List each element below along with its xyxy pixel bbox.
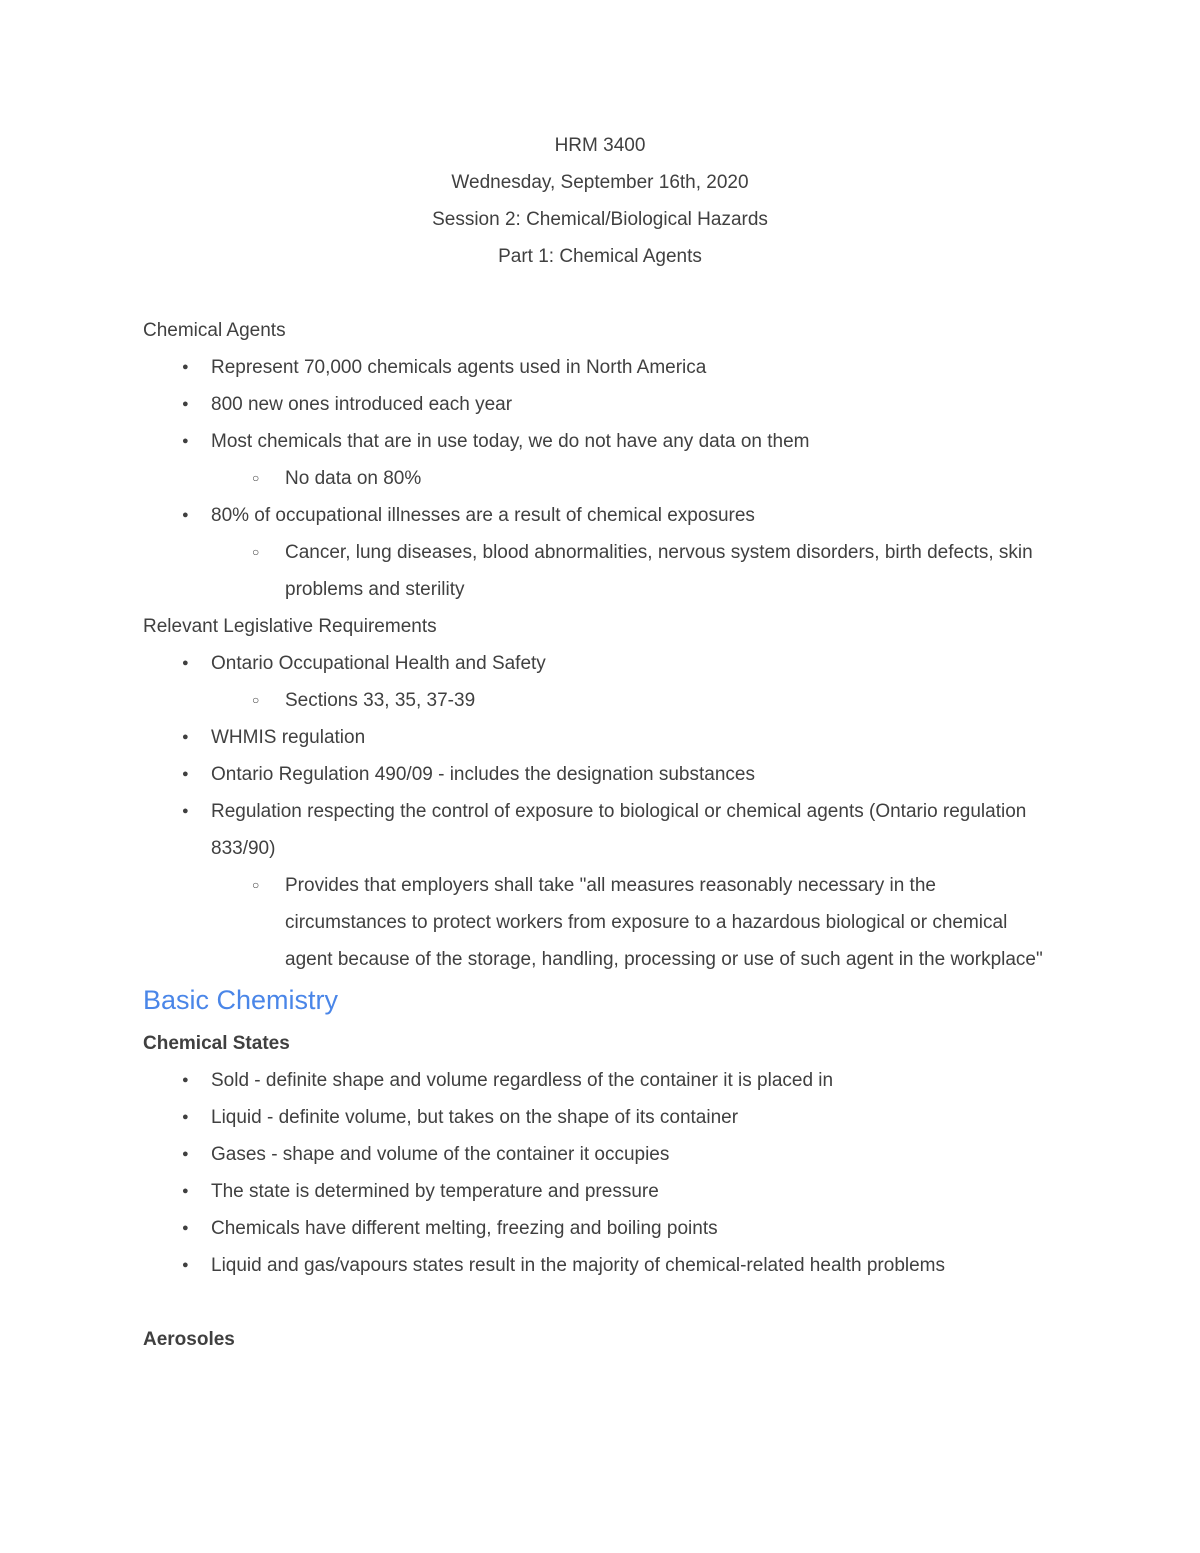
list-item-text: Liquid and gas/vapours states result in the majority of chemical-related health problems	[211, 1255, 945, 1276]
bullet-icon: ●	[182, 805, 189, 817]
title-block	[143, 127, 1057, 275]
list-item-text: Provides that employers shall take "all measures reasonably necessary in the circumstances to protect workers from exposure to a hazardous biological or chemical agent because of the storage, handling, processing or use of such agent in the workplace"	[285, 875, 1043, 970]
bullet-icon: ●	[182, 1111, 189, 1123]
list-item-text: Ontario Occupational Health and Safety	[211, 653, 546, 674]
blank-line	[143, 275, 1057, 312]
heading-aerosoles: Aerosoles	[143, 1329, 235, 1350]
bullet-icon: ●	[182, 657, 189, 669]
title-line: HRM 3400	[554, 135, 646, 156]
list-item	[143, 534, 1057, 608]
list-item	[143, 1210, 1057, 1247]
list-item	[143, 1099, 1057, 1136]
list-item	[143, 1062, 1057, 1099]
list-item-text: 800 new ones introduced each year	[211, 394, 513, 415]
bullet-icon: ●	[182, 1185, 189, 1197]
list-item-text: Liquid - definite volume, but takes on the shape of its container	[211, 1107, 739, 1128]
list-item	[143, 867, 1057, 978]
title-line: Session 2: Chemical/Biological Hazards	[432, 209, 768, 230]
list-item	[143, 793, 1057, 867]
list-item	[143, 386, 1057, 423]
bullet-icon: ●	[182, 1222, 189, 1234]
list-item-text: WHMIS regulation	[211, 727, 366, 748]
list-item-text: Cancer, lung diseases, blood abnormalities, nervous system disorders, birth defects, skin problems and sterility	[285, 542, 1033, 600]
heading-chemical-states: Chemical States	[143, 1033, 290, 1054]
bullet-icon: ●	[182, 361, 189, 373]
hollow-bullet-icon: ○	[252, 693, 260, 707]
list-item	[143, 1136, 1057, 1173]
bullet-icon: ●	[182, 1259, 189, 1271]
blank-line	[143, 1284, 1057, 1321]
list-item-text: No data on 80%	[285, 468, 422, 489]
bullet-icon: ●	[182, 768, 189, 780]
hollow-bullet-icon: ○	[252, 878, 260, 892]
bullet-icon: ●	[182, 509, 189, 521]
list-item-text: Represent 70,000 chemicals agents used in North America	[211, 357, 707, 378]
list-item	[143, 349, 1057, 386]
list-item	[143, 719, 1057, 756]
list-item-text: Gases - shape and volume of the container it occupies	[211, 1144, 670, 1165]
list-item-text: Regulation respecting the control of exposure to biological or chemical agents (Ontario regulation 833/90)	[211, 801, 1027, 859]
list-item	[143, 645, 1057, 682]
list-item-text: Ontario Regulation 490/09 - includes the designation substances	[211, 764, 755, 785]
list-item-text: Chemicals have different melting, freezing and boiling points	[211, 1218, 718, 1239]
bullet-icon: ●	[182, 1148, 189, 1160]
heading-basic-chemistry: Basic Chemistry	[143, 985, 339, 1015]
list-item-text: 80% of occupational illnesses are a result of chemical exposures	[211, 505, 755, 526]
hollow-bullet-icon: ○	[252, 471, 260, 485]
section-heading-chemical-agents: Chemical Agents	[143, 320, 286, 341]
list-item	[143, 497, 1057, 534]
list-item	[143, 423, 1057, 460]
bullet-icon: ●	[182, 398, 189, 410]
list-item-text: Most chemicals that are in use today, we do not have any data on them	[211, 431, 810, 452]
bullet-icon: ●	[182, 731, 189, 743]
section-heading-legislative-requirements: Relevant Legislative Requirements	[143, 616, 437, 637]
bullet-icon: ●	[182, 435, 189, 447]
hollow-bullet-icon: ○	[252, 545, 260, 559]
list-item-text: Sold - definite shape and volume regardless of the container it is placed in	[211, 1070, 834, 1091]
list-item	[143, 1173, 1057, 1210]
bullet-icon: ●	[182, 1074, 189, 1086]
list-item	[143, 460, 1057, 497]
list-item-text: Sections 33, 35, 37-39	[285, 690, 476, 711]
title-line: Wednesday, September 16th, 2020	[451, 172, 749, 193]
list-item	[143, 756, 1057, 793]
list-item-text: The state is determined by temperature and pressure	[211, 1181, 659, 1202]
list-item	[143, 682, 1057, 719]
list-item	[143, 1247, 1057, 1284]
title-line: Part 1: Chemical Agents	[498, 246, 702, 267]
